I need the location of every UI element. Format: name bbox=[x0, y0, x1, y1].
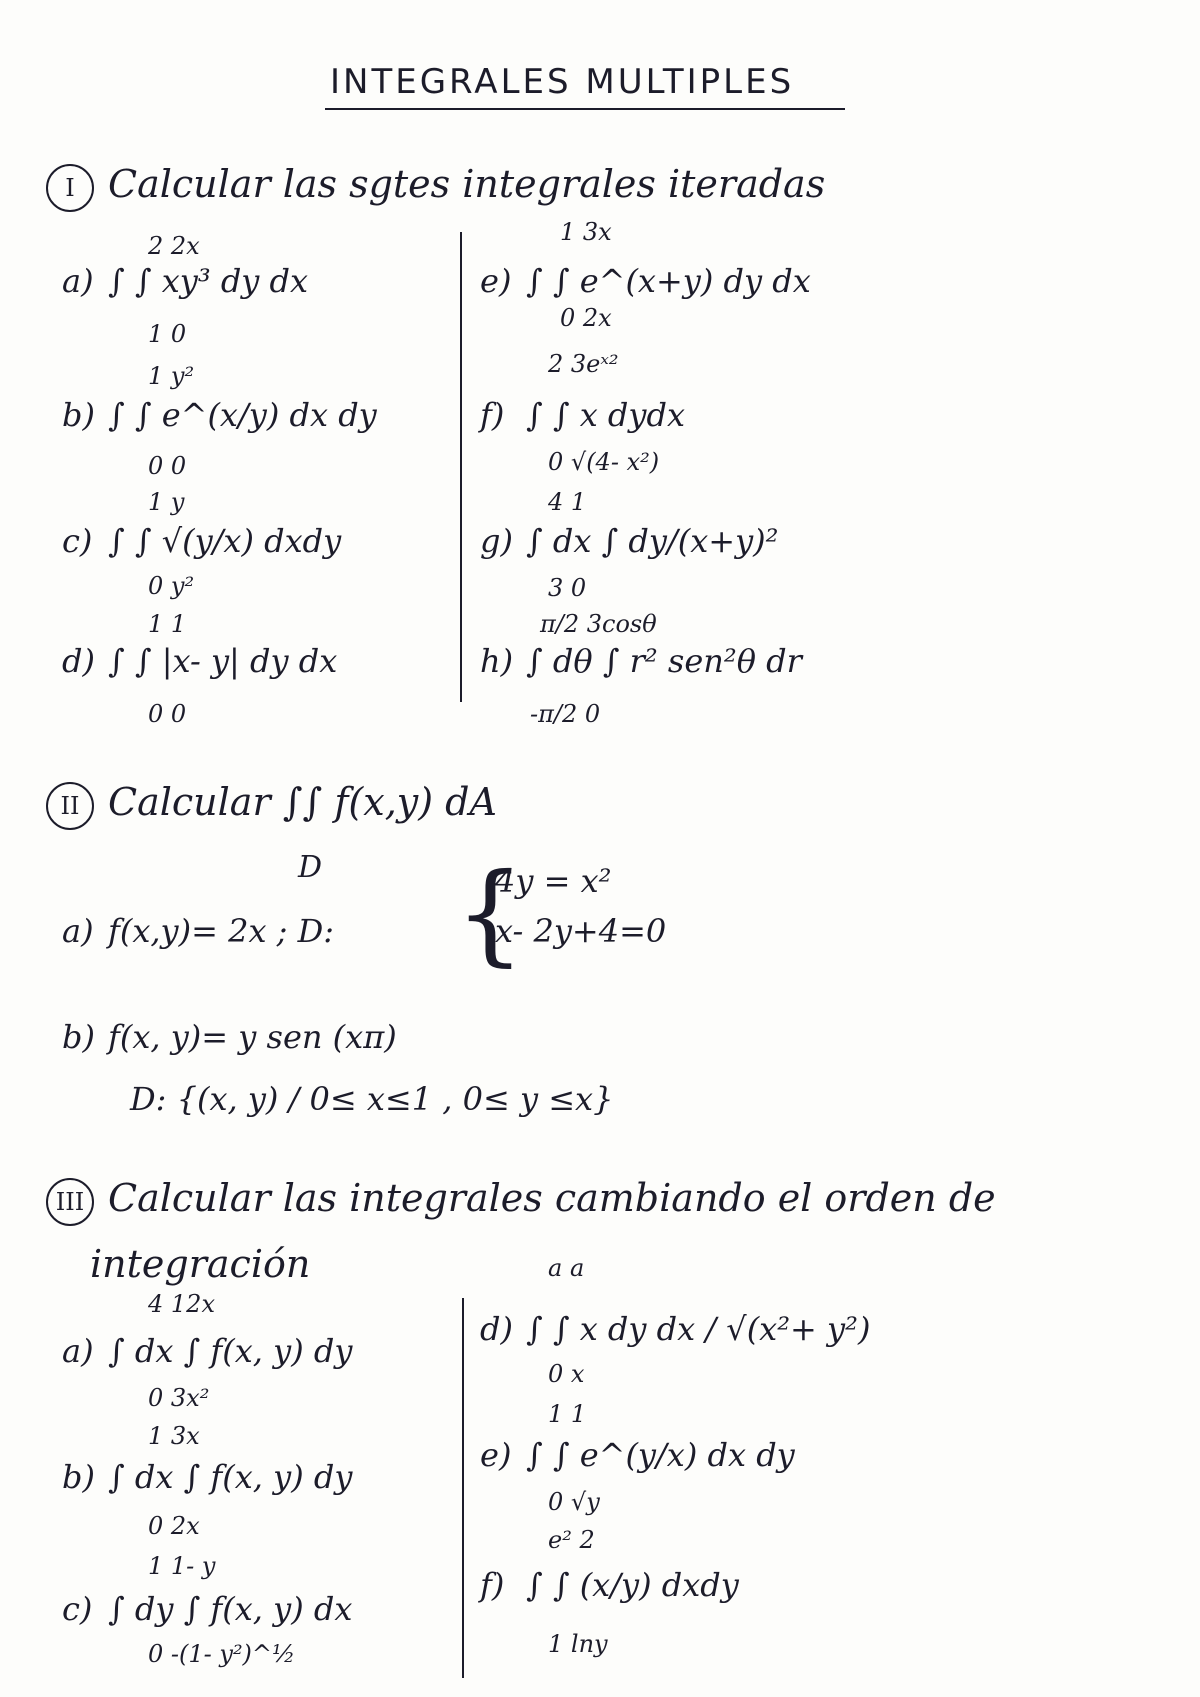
problem-3d-lower-limits: 0 x bbox=[548, 1360, 585, 1388]
problem-3b-lower-limits: 0 2x bbox=[148, 1512, 200, 1540]
problem-1h-label: h) bbox=[480, 642, 514, 680]
problem-1e-upper-limits: 1 3x bbox=[560, 218, 612, 246]
problem-1f-lower-limits: 0 √(4- x²) bbox=[548, 448, 660, 476]
problem-1g-label: g) bbox=[480, 522, 513, 560]
problem-2b-domain: D: {(x, y) / 0≤ x≤1 , 0≤ y ≤x} bbox=[130, 1080, 614, 1118]
problem-1h-upper-limits: π/2 3cosθ bbox=[540, 610, 657, 638]
problem-1h bbox=[480, 642, 802, 680]
problem-1a bbox=[62, 262, 308, 300]
problem-3e-lower-limits: 0 √y bbox=[548, 1488, 600, 1516]
problem-3f-label: f) bbox=[480, 1566, 505, 1604]
problem-3b-label: b) bbox=[62, 1458, 95, 1496]
section-1-title: Calcular las sgtes integrales iteradas bbox=[108, 162, 826, 206]
problem-3f-upper-limits: e² 2 bbox=[548, 1526, 595, 1554]
problem-1e bbox=[480, 262, 811, 300]
page-title: INTEGRALES MULTIPLES bbox=[330, 62, 795, 102]
problem-3a-lower-limits: 0 3x² bbox=[148, 1384, 210, 1412]
problem-1a-lower-limits: 1 0 bbox=[148, 320, 187, 348]
problem-3f bbox=[480, 1566, 739, 1604]
problem-2a-label: a) bbox=[62, 912, 94, 950]
problem-1g-expression: ∫ dx ∫ dy/(x+y)² bbox=[526, 522, 779, 560]
problem-3e-expression: ∫ ∫ e^(y/x) dx dy bbox=[526, 1436, 795, 1474]
problem-3c-lower-limits: 0 -(1- y²)^½ bbox=[148, 1640, 296, 1668]
problem-1e-lower-limits: 0 2x bbox=[560, 304, 612, 332]
problem-1f-label: f) bbox=[480, 396, 505, 434]
problem-1g-upper-limits: 4 1 bbox=[548, 488, 587, 516]
problem-3d-label: d) bbox=[480, 1310, 513, 1348]
problem-2a-equation-1: 4y = x² bbox=[495, 862, 612, 900]
section-1-heading bbox=[46, 162, 825, 212]
section-2-number: II bbox=[46, 782, 94, 830]
problem-3d-expression: ∫ ∫ x dy dx / √(x²+ y²) bbox=[526, 1310, 871, 1348]
problem-1e-label: e) bbox=[480, 262, 512, 300]
problem-1h-expression: ∫ dθ ∫ r² sen²θ dr bbox=[526, 642, 802, 680]
problem-1a-label: a) bbox=[62, 262, 94, 300]
problem-3a-expression: ∫ dx ∫ f(x, y) dy bbox=[108, 1332, 353, 1370]
problem-1d-label: d) bbox=[62, 642, 95, 680]
section-3-title: Calcular las integrales cambiando el orden de bbox=[108, 1176, 996, 1220]
problem-1f-expression: ∫ ∫ x dydx bbox=[526, 396, 685, 434]
section-3-number: III bbox=[46, 1178, 94, 1226]
problem-3c-label: c) bbox=[62, 1590, 93, 1628]
problem-1a-expression: ∫ ∫ xy³ dy dx bbox=[108, 262, 309, 300]
problem-3b bbox=[62, 1458, 352, 1496]
problem-3e-upper-limits: 1 1 bbox=[548, 1400, 587, 1428]
section-3-title-continued: integración bbox=[90, 1242, 311, 1286]
problem-2b bbox=[62, 1018, 397, 1056]
problem-3c bbox=[62, 1590, 352, 1628]
problem-3e bbox=[480, 1436, 795, 1474]
problem-3f-expression: ∫ ∫ (x/y) dxdy bbox=[526, 1566, 739, 1604]
problem-1f-upper-limits: 2 3eˣ² bbox=[548, 350, 619, 378]
problem-3a-upper-limits: 4 12x bbox=[148, 1290, 215, 1318]
section-2-heading bbox=[46, 780, 497, 830]
problem-2a-expression: f(x,y)= 2x ; D: bbox=[108, 912, 335, 950]
problem-1h-lower-limits: -π/2 0 bbox=[530, 700, 601, 728]
problem-3e-label: e) bbox=[480, 1436, 512, 1474]
problem-2b-label: b) bbox=[62, 1018, 95, 1056]
section-1-number: I bbox=[46, 164, 94, 212]
title-underline bbox=[325, 108, 845, 110]
problem-1c-lower-limits: 0 y² bbox=[148, 572, 195, 600]
problem-1d-upper-limits: 1 1 bbox=[148, 610, 187, 638]
problem-3c-upper-limits: 1 1- y bbox=[148, 1552, 216, 1580]
problem-1d-expression: ∫ ∫ |x- y| dy dx bbox=[108, 642, 338, 680]
problem-1c-expression: ∫ ∫ √(y/x) dxdy bbox=[108, 522, 342, 560]
section-2-region-label: D bbox=[298, 850, 323, 885]
problem-1b-upper-limits: 1 y² bbox=[148, 362, 195, 390]
problem-1b-label: b) bbox=[62, 396, 95, 434]
problem-1c-label: c) bbox=[62, 522, 93, 560]
problem-1c-upper-limits: 1 y bbox=[148, 488, 185, 516]
problem-3b-expression: ∫ dx ∫ f(x, y) dy bbox=[108, 1458, 353, 1496]
problem-1d bbox=[62, 642, 337, 680]
problem-1c bbox=[62, 522, 341, 560]
problem-2a bbox=[62, 912, 334, 950]
system-brace: { bbox=[455, 849, 525, 977]
problem-1e-expression: ∫ ∫ e^(x+y) dy dx bbox=[526, 262, 811, 300]
problem-2b-expression: f(x, y)= y sen (xπ) bbox=[108, 1018, 397, 1056]
section-3-heading bbox=[46, 1176, 996, 1226]
problem-3a-label: a) bbox=[62, 1332, 94, 1370]
problem-3f-lower-limits: 1 lny bbox=[548, 1630, 608, 1658]
section-1-column-divider bbox=[460, 232, 462, 702]
problem-1b-expression: ∫ ∫ e^(x/y) dx dy bbox=[108, 396, 377, 434]
problem-1d-lower-limits: 0 0 bbox=[148, 700, 187, 728]
problem-1g-lower-limits: 3 0 bbox=[548, 574, 587, 602]
problem-3d bbox=[480, 1310, 870, 1348]
problem-1b bbox=[62, 396, 377, 434]
section-3-column-divider bbox=[462, 1298, 464, 1678]
problem-3d-upper-limits: a a bbox=[548, 1254, 585, 1282]
problem-3b-upper-limits: 1 3x bbox=[148, 1422, 200, 1450]
problem-3a bbox=[62, 1332, 352, 1370]
problem-2a-equation-2: x- 2y+4=0 bbox=[495, 912, 667, 950]
problem-1a-upper-limits: 2 2x bbox=[148, 232, 200, 260]
section-2-title: Calcular ∫∫ f(x,y) dA bbox=[108, 780, 497, 824]
problem-1f bbox=[480, 396, 685, 434]
problem-1g bbox=[480, 522, 778, 560]
problem-1b-lower-limits: 0 0 bbox=[148, 452, 187, 480]
problem-3c-expression: ∫ dy ∫ f(x, y) dx bbox=[108, 1590, 353, 1628]
